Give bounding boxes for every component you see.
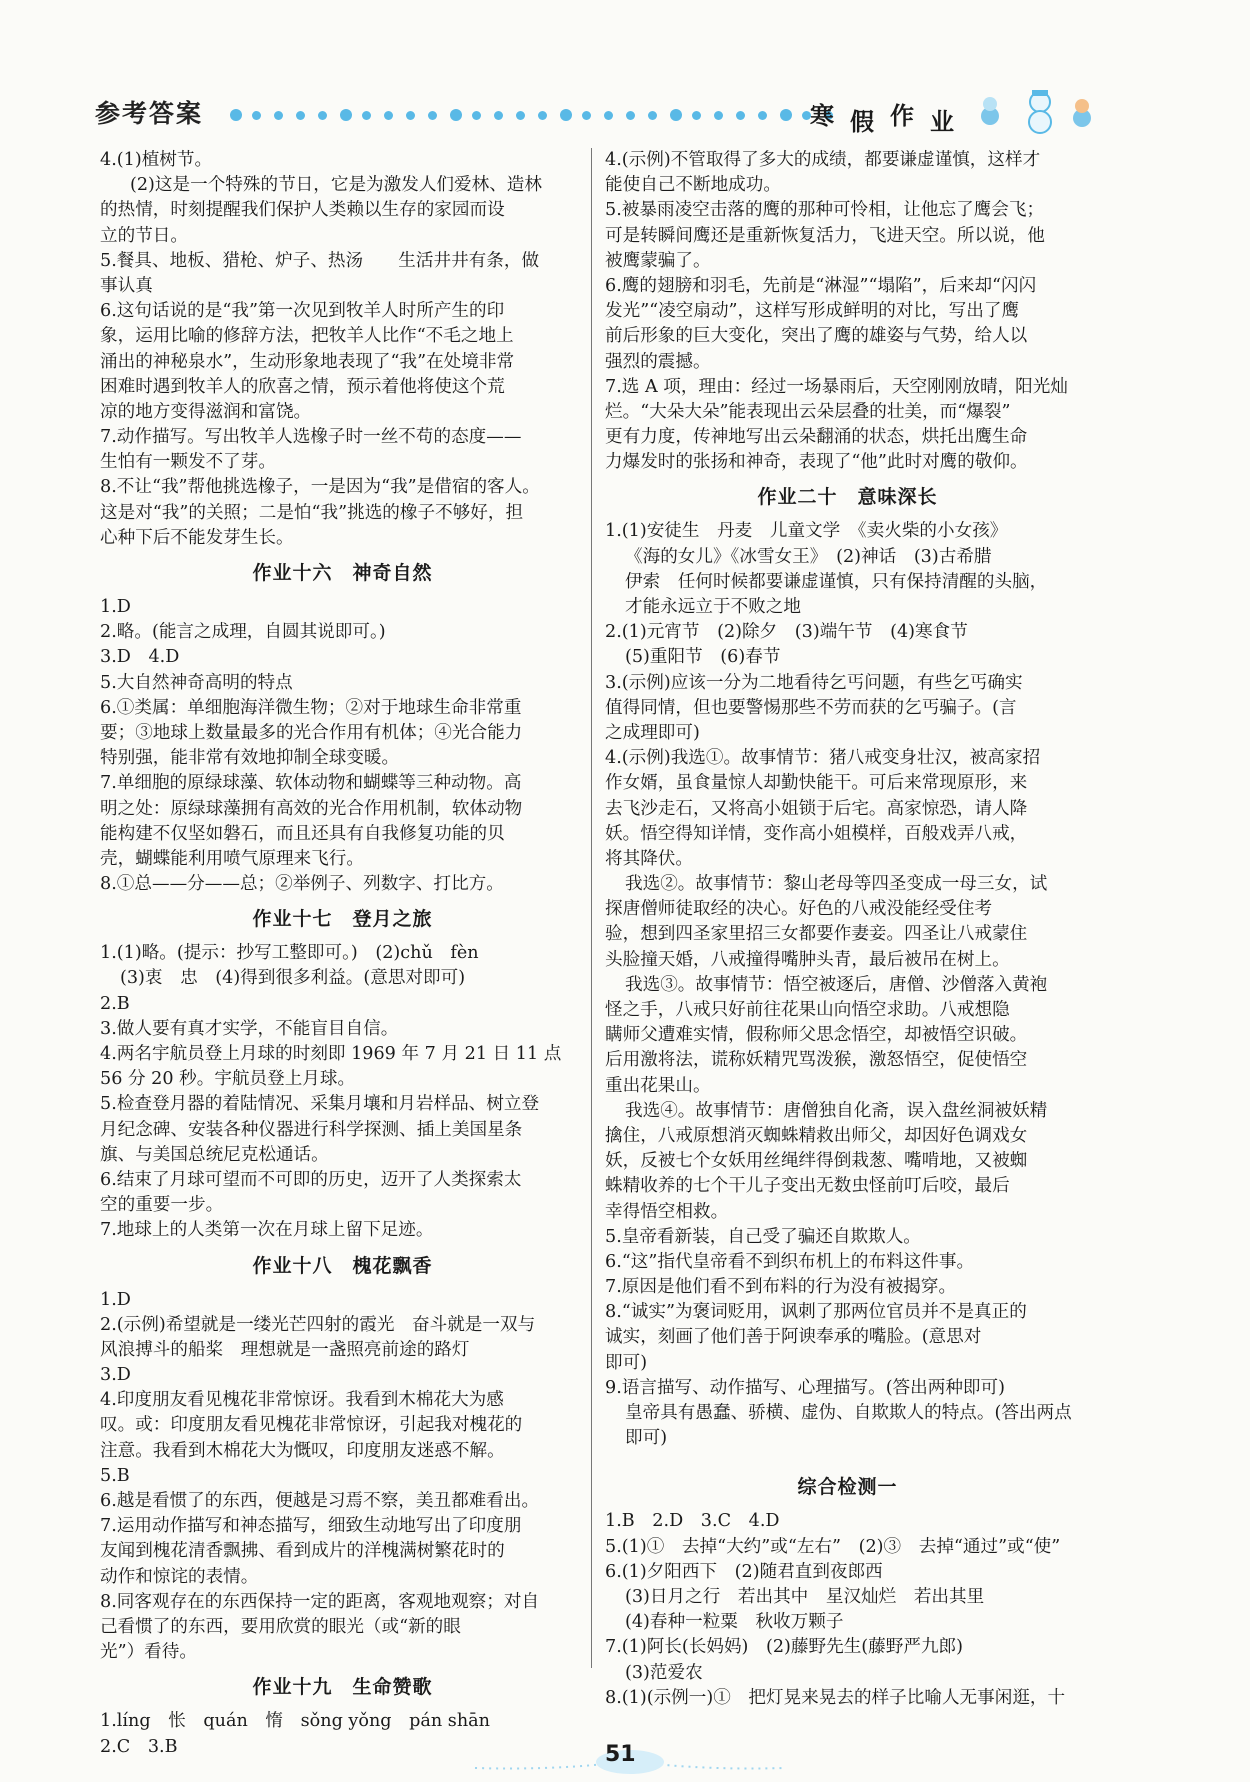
answer-line: 验，想到四圣家里招三女都要作妻妾。四圣让八戒蒙住 — [605, 924, 1028, 945]
section-heading: 作业十七 登月之旅 — [252, 908, 433, 931]
answer-line: 我选③。故事情节：悟空被逐后，唐僧、沙僧落入黄袍 — [625, 974, 1048, 995]
header-dot — [560, 109, 572, 121]
answer-line: 妖。悟空得知详情，变作高小姐模样，百般戏弄八戒， — [605, 823, 1028, 844]
answer-line: 6.鹰的翅膀和羽毛，先前是“淋湿”“塌陷”，后来却“闪闪 — [605, 275, 1037, 296]
answer-line: 的热情，时刻提醒我们保护人类赖以生存的家园而设 — [100, 200, 505, 221]
section-heading: 作业二十 意味深长 — [757, 486, 938, 509]
answer-line: 叹。或：印度朋友看见槐花非常惊讶，引起我对槐花的 — [100, 1415, 523, 1436]
answer-line: 探唐僧师徒取经的决心。好色的八戒没能经受住考 — [605, 899, 993, 920]
section-heading: 作业十八 槐花飘香 — [252, 1254, 433, 1277]
answer-line: 《海的女儿》《冰雪女王》 (2)神话 (3)古希腊 — [625, 546, 992, 567]
answer-line: 我选②。故事情节：黎山老母等四圣变成一母三女，试 — [625, 874, 1048, 895]
answer-line: 幸得悟空相救。 — [605, 1201, 729, 1222]
header-dot — [428, 111, 437, 120]
answer-line: 心种下后不能发芽生长。 — [100, 527, 294, 548]
header-dot — [384, 111, 393, 120]
answer-line: 困难时遇到牧羊人的欣喜之情，预示着他将使这个荒 — [100, 376, 505, 397]
header-dot — [494, 111, 503, 120]
brand-char-1: 寒 — [810, 102, 834, 130]
header-dot-divider — [230, 105, 860, 125]
answer-line: 生怕有一颗发不了芽。 — [100, 452, 276, 473]
header-dot — [626, 111, 635, 120]
answer-line: 空的重要一步。 — [100, 1195, 224, 1216]
answer-line: 2.(1)元宵节 (2)除夕 (3)端午节 (4)寒食节 — [605, 622, 968, 643]
answer-line: 3.(示例)应该一分为二地看待乞丐问题，有些乞丐确实 — [605, 672, 1023, 693]
header-dot — [538, 111, 547, 120]
answer-line: 4.(示例)不管取得了多大的成绩，都要谦虚谨慎，这样才 — [605, 150, 1041, 170]
answer-line: 力爆发时的张扬和神奇，表现了“他”此时对鹰的敬仰。 — [605, 452, 1028, 473]
answer-line: 6.这句话说的是“我”第一次见到牧羊人时所产生的印 — [100, 301, 505, 322]
column-divider — [591, 148, 592, 1668]
answer-line: 皇帝具有愚蠢、骄横、虚伪、自欺欺人的特点。(答出两点 — [625, 1403, 1072, 1423]
answer-line: 4.印度朋友看见槐花非常惊讶。我看到木棉花大为感 — [100, 1390, 504, 1411]
brand-char-3: 作 — [890, 102, 914, 130]
answer-line: 能构建不仅坚如磐石，而且还具有自我修复功能的贝 — [100, 823, 505, 844]
answer-line: 光”）看待。 — [100, 1642, 197, 1663]
answer-line: 后用激将法，谎称妖精咒骂泼猴，激怒悟空，促使悟空 — [605, 1050, 1028, 1071]
answer-line: 将其降伏。 — [605, 848, 693, 869]
answer-line: 8.①总——分——总；②举例子、列数字、打比方。 — [100, 874, 504, 895]
answer-line: 7.单细胞的原绿球藻、软体动物和蝴蝶等三种动物。高 — [100, 773, 522, 794]
answer-line: 友闻到槐花清香飘拂、看到成片的洋槐满树繁花时的 — [100, 1541, 505, 1562]
answer-line: 2.C 3.B — [100, 1736, 178, 1757]
answer-line: 4.两名宇航员登上月球的时刻即 1969 年 7 月 21 日 11 点 — [100, 1044, 562, 1064]
answer-line: 2.B — [100, 993, 130, 1014]
answer-line: 头脸撞天婚，八戒撞得嘴肿头青，最后被吊在树上。 — [605, 949, 1010, 970]
answer-line: 伊索 任何时候都要谦虚谨慎，只有保持清醒的头脑， — [625, 571, 1048, 592]
answer-line: 8.同客观存在的东西保持一定的距离，客观地观察；对自 — [100, 1591, 540, 1612]
section-heading: 综合检测一 — [797, 1476, 898, 1499]
answer-line: 1.B 2.D 3.C 4.D — [605, 1511, 780, 1532]
answer-line: 即可) — [605, 1352, 648, 1373]
answer-line: 1.D — [100, 1289, 131, 1310]
page-footer — [465, 1738, 795, 1778]
answer-line: 7.选 A 项，理由：经过一场暴雨后，天空刚刚放晴，阳光灿 — [605, 376, 1068, 397]
answer-line: 6.①类属：单细胞海洋微生物；②对于地球生命非常重 — [100, 697, 522, 718]
answer-line: 6.越是看惯了的东西，便越是习焉不察，美丑都难看出。 — [100, 1491, 540, 1511]
answer-line: 7.原因是他们看不到布料的行为没有被揭穿。 — [605, 1277, 957, 1298]
answer-line: 7.动作描写。写出牧羊人选橡子时一丝不苟的态度—— — [100, 427, 522, 448]
answer-line: 才能永远立于不败之地 — [625, 597, 801, 617]
header-dot — [670, 109, 682, 121]
answer-line: 怪之手，八戒只好前往花果山向悟空求助。八戒想隐 — [605, 1000, 1010, 1020]
left-column — [100, 148, 585, 1760]
answer-line: 旗、与美国总统尼克松通话。 — [100, 1144, 329, 1165]
answer-line: (3)范爱农 — [625, 1662, 703, 1683]
answer-line: 立的节日。 — [100, 225, 188, 246]
answer-line: 瞒师父遭难实情，假称师父思念悟空，却被悟空识破。 — [605, 1025, 1028, 1046]
answer-line: 妖，反被七个女妖用丝绳绊得倒栽葱、嘴啃地，又被蜘 — [605, 1151, 1028, 1172]
answer-line: 值得同情，但也要警惕那些不劳而获的乞丐骗子。(言 — [605, 697, 1017, 718]
answer-line: 凉的地方变得滋润和富饶。 — [100, 401, 312, 422]
answer-line: 4.(示例)我选①。故事情节：猪八戒变身壮汉，被高家招 — [605, 748, 1041, 769]
header-dot — [318, 111, 327, 120]
answer-line: 5.皇帝看新装，自己受了骗还自欺欺人。 — [605, 1226, 921, 1247]
answer-line: 2.(示例)希望就是一缕光芒四射的霞光 奋斗就是一双与 — [100, 1314, 536, 1335]
answer-line: 3.做人要有真才实学，不能盲目自信。 — [100, 1018, 399, 1039]
answer-line: 7.运用动作描写和神态描写，细致生动地写出了印度朋 — [100, 1516, 522, 1537]
answer-line: 9.语言描写、动作描写、心理描写。(答出两种即可) — [605, 1377, 1005, 1398]
answer-line: 8.“诚实”为褒词贬用，讽刺了那两位官员并不是真正的 — [605, 1302, 1027, 1323]
answer-line: (3)衷 忠 (4)得到很多利益。(意思对即可) — [120, 968, 466, 989]
page-header — [95, 80, 1105, 140]
answer-line: (3)日月之行 若出其中 星汉灿烂 若出其里 — [625, 1586, 985, 1607]
answer-line: 7.地球上的人类第一次在月球上留下足迹。 — [100, 1220, 434, 1241]
answer-line: 5.大自然神奇高明的特点 — [100, 672, 293, 693]
answer-line: 1.D — [100, 597, 131, 617]
answer-line: 擒住，八戒原想消灭蜘蛛精救出师父，却因好色调戏女 — [605, 1125, 1028, 1146]
header-dot — [450, 109, 462, 121]
answer-line: 2.略。(能言之成理，自圆其说即可。) — [100, 622, 386, 643]
header-dot — [296, 111, 305, 120]
header-dot — [406, 111, 415, 120]
answer-line: 月纪念碑、安装各种仪器进行科学探测、插上美国星条 — [100, 1119, 523, 1140]
answer-line: 我选④。故事情节：唐僧独自化斋，误入盘丝洞被妖精 — [625, 1100, 1048, 1121]
answer-line: 烂。“大朵大朵”能表现出云朵层叠的壮美，而“爆裂” — [605, 401, 1011, 422]
answer-line: 事认真 — [100, 275, 153, 296]
header-dot — [758, 111, 767, 120]
answer-line: 己看惯了的东西，要用欣赏的眼光（或“新的眼 — [100, 1616, 461, 1637]
answer-line: 前后形象的巨大变化，突出了鹰的雄姿与气势，给人以 — [605, 326, 1028, 347]
right-column — [605, 148, 1090, 1711]
answer-line: (4)春种一粒粟 秋收万颗子 — [625, 1612, 844, 1633]
answer-line: 注意。我看到木棉花大为慨叹，印度朋友迷惑不解。 — [100, 1440, 505, 1461]
answer-line: 这是对“我”的关照；二是怕“我”挑选的橡子不够好，担 — [100, 502, 524, 523]
answer-line: 风浪搏斗的船桨 理想就是一盏照亮前途的路灯 — [100, 1339, 470, 1360]
brand-char-4: 业 — [930, 108, 954, 136]
answer-line: 即可) — [625, 1428, 668, 1449]
section-heading: 作业十九 生命赞歌 — [252, 1676, 433, 1699]
brand-char-2: 假 — [850, 108, 874, 136]
answer-line: 5.被暴雨凌空击落的鹰的那种可怜相，让他忘了鹰会飞； — [605, 200, 1045, 221]
section-heading: 作业十六 神奇自然 — [252, 562, 433, 584]
answer-line: 4.(1)植树节。 — [100, 150, 213, 170]
answer-line: 涌出的神秘泉水”，生动形象地表现了“我”在处境非常 — [100, 351, 515, 372]
answer-line: 5.B — [100, 1465, 130, 1486]
header-dot — [648, 111, 657, 120]
header-dot — [714, 111, 723, 120]
answer-line: 作女婿，虽食量惊人却勤快能干。可后来常现原形，来 — [605, 773, 1028, 794]
answer-line: 3.D — [100, 1365, 131, 1386]
answer-line: (5)重阳节 (6)春节 — [625, 647, 781, 668]
answer-line: 6.结束了月球可望而不可即的历史，迈开了人类探索太 — [100, 1169, 522, 1190]
answer-line: 5.(1)① 去掉“大约”或“左右” (2)③ 去掉“通过”或“使” — [605, 1536, 1061, 1557]
header-dot — [472, 111, 481, 120]
answer-line: 去飞沙走石，又将高小姐锁于后宅。高家惊恐，请人降 — [605, 798, 1028, 819]
header-dot — [736, 111, 745, 120]
answer-line: 发光”“凌空扇动”，这样写形成鲜明的对比，写出了鹰 — [605, 301, 1020, 322]
answer-line: 动作和惊诧的表情。 — [100, 1566, 259, 1587]
header-title: 参考答案 — [95, 99, 204, 128]
answer-line: 8.(1)(示例一)① 把灯晃来晃去的样子比喻人无事闲逛，十 — [605, 1687, 1066, 1708]
answer-line: 之成理即可) — [605, 722, 700, 743]
answer-line: 1.(1)安徒生 丹麦 儿童文学 《卖火柴的小女孩》 — [605, 521, 1008, 542]
brand-logo — [810, 88, 1110, 136]
answer-line: 1.líng 怅 quán 惰 sǒng yǒng pán shān — [100, 1711, 490, 1732]
header-dot — [780, 109, 792, 121]
answer-line: 3.D 4.D — [100, 647, 180, 668]
answer-line: 要；③地球上数量最多的光合作用有机体；④光合能力 — [100, 722, 523, 743]
header-dot — [230, 109, 242, 121]
answer-line: 强烈的震撼。 — [605, 351, 711, 372]
answer-line: (2)这是一个特殊的节日，它是为激发人们爱林、造林 — [130, 175, 542, 196]
answer-line: 更有力度，传神地写出云朵翻涌的状态，烘托出鹰生命 — [605, 427, 1028, 448]
answer-line: 明之处：原绿球藻拥有高效的光合作用机制，软体动物 — [100, 798, 523, 819]
answer-line: 蛛精收养的七个干儿子变出无数虫怪前叮后咬，最后 — [605, 1176, 1010, 1197]
header-dot — [362, 111, 371, 120]
answer-line: 8.不让“我”帮他挑选橡子，一是因为“我”是借宿的客人。 — [100, 477, 540, 498]
header-dot — [692, 111, 701, 120]
answer-line: 6.(1)夕阳西下 (2)随君直到夜郎西 — [605, 1561, 883, 1582]
header-dot — [340, 109, 352, 121]
page-number: 51 — [605, 1742, 636, 1767]
answer-line: 能使自己不断地成功。 — [605, 175, 781, 196]
answer-line: 6.“这”指代皇帝看不到织布机上的布料这件事。 — [605, 1251, 975, 1272]
answer-line: 56 分 20 秒。宇航员登上月球。 — [100, 1069, 356, 1090]
answer-line: 重出花果山。 — [605, 1075, 711, 1096]
answer-line: 可是转瞬间鹰还是重新恢复活力，飞进天空。所以说，他 — [605, 225, 1045, 246]
answer-line: 特别强，能非常有效地抑制全球变暖。 — [100, 748, 400, 769]
answer-line: 壳，蝴蝶能利用喷气原理来飞行。 — [100, 848, 364, 869]
header-dot — [252, 111, 261, 120]
header-dot — [274, 111, 283, 120]
header-dot — [582, 111, 591, 120]
header-dot — [516, 111, 525, 120]
answer-line: 象，运用比喻的修辞方法，把牧羊人比作“不毛之地上 — [100, 326, 514, 347]
answer-line: 被鹰蒙骗了。 — [605, 250, 711, 271]
answer-line: 1.(1)略。(提示：抄写工整即可。) (2)chǔ fèn — [100, 943, 479, 964]
answer-line: 5.检查登月器的着陆情况、采集月壤和月岩样品、树立登 — [100, 1094, 540, 1115]
answer-line: 7.(1)阿长(长妈妈) (2)藤野先生(藤野严九郎) — [605, 1637, 963, 1658]
answer-line: 诚实，刻画了他们善于阿谀奉承的嘴脸。(意思对 — [605, 1327, 982, 1348]
snowman-kids-icon — [970, 88, 1110, 136]
spacer — [605, 1451, 1090, 1465]
answer-line: 5.餐具、地板、猎枪、炉子、热汤 生活井井有条，做 — [100, 250, 540, 271]
header-dot — [604, 111, 613, 120]
